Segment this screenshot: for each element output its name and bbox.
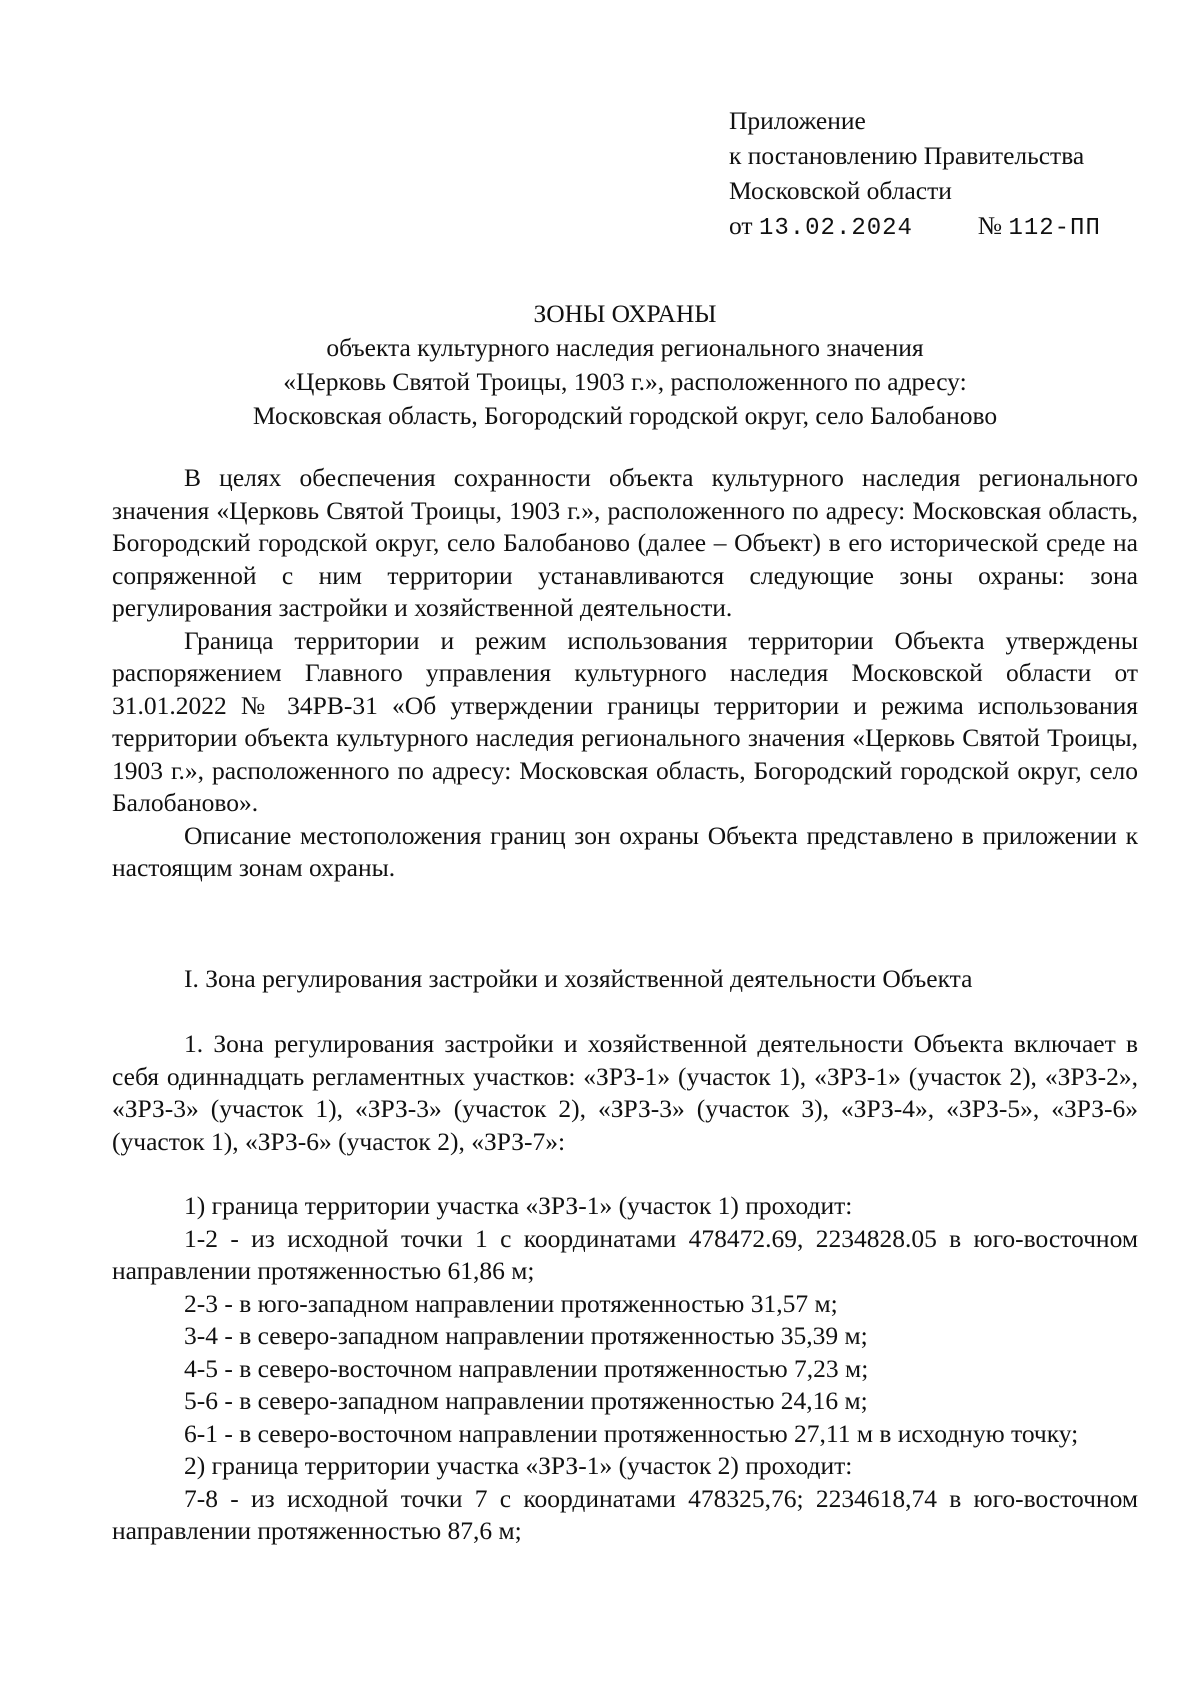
resolution-date: 13.02.2024 [758,215,913,242]
section-1-text [112,1028,1138,1158]
appendix-line-1: Приложение [729,106,866,135]
title-line-1: ЗОНЫ ОХРАНЫ [533,299,717,328]
title-line-4: Московская область, Богородский городской округ, село Балобаново [252,401,998,430]
boundary-item: 5-6 - в северо-западном направлении протяженностью 24,16 м; [184,1386,868,1415]
boundary-item: 3-4 - в северо-западном направлении протяженностью 35,39 м; [184,1321,868,1350]
number-prefix: № [977,211,1003,240]
boundary-item: 2-3 - в юго-западном направлении протяженностью 31,57 м; [184,1288,838,1318]
boundary-item: 1) граница территории участка «ЗРЗ-1» (участок 1) проходит: [184,1191,853,1220]
title-line-3: «Церковь Святой Троицы, 1903 г.», расположенного по адресу: [283,367,967,396]
intro-text [112,462,1138,885]
intro-paragraph-3: Описание местоположения границ зон охраны Объекта представлено в приложении к настоящим зонам охраны. [112,820,1138,882]
boundary-item: 4-5 - в северо-восточном направлении протяженностью 7,23 м; [184,1353,869,1383]
title-line-2: объекта культурного наследия регионального значения [326,333,924,362]
appendix-line-3: Московской области [729,176,952,205]
boundary-description [112,1190,1138,1548]
boundary-item: 7-8 - из исходной точки 7 с координатами 478325,76; 2234618,74 в юго-восточном направлении протяженностью 87,6 м; [112,1483,1138,1545]
section-1-title: I. Зона регулирования застройки и хозяйственной деятельности Объекта [184,964,973,993]
appendix-date-line [729,208,1101,246]
section-1-paragraph-1: 1. Зона регулирования застройки и хозяйственной деятельности Объекта включает в себя одиннадцать регламентных участков: «ЗРЗ-1» (участок 1), «ЗРЗ-1» (участок 2), «ЗРЗ-2», «ЗРЗ-3» (участок 1), «ЗРЗ-3» (участок 2), «ЗРЗ-3» (участок 3), «ЗРЗ-4», «ЗРЗ-5», «ЗРЗ-6» (участок 1), «ЗРЗ-6» (участок 2), «ЗРЗ-7»: [112,1029,1138,1156]
intro-paragraph-1: В целях обеспечения сохранности объекта культурного наследия регионального значения «Церковь Святой Троицы, 1903 г.», расположенного по адресу: Московская область, Богородский городской округ, село Балобаново (далее – Объект) в его исторической среде на сопряженной с ним территории устанавливаются следующие зоны охраны: зона регулирования застройки и хозяйственной деятельности. [112,463,1138,622]
boundary-item: 2) граница территории участка «ЗРЗ-1» (участок 2) проходит: [184,1451,853,1480]
appendix-line-2: к постановлению Правительства [729,141,1085,170]
intro-paragraph-2: Граница территории и режим использования территории Объекта утверждены распоряжением Главного управления культурного наследия Московской области от 31.01.2022 № 34РВ-31 «Об утверждении границы территории и режима использования территории объекта культурного наследия регионального значения «Церковь Святой Троицы, 1903 г.», расположенного по адресу: Московская область, Богородский городской округ, село Балобаново». [112,625,1138,817]
document-title [110,297,1140,433]
boundary-item: 6-1 - в северо-восточном направлении протяженностью 27,11 м в исходную точку; [184,1418,1079,1448]
resolution-number: 112-ПП [1008,215,1101,242]
boundary-item: 1-2 - из исходной точки 1 с координатами 478472.69, 2234828.05 в юго-восточном направлении протяженностью 61,86 м; [112,1223,1138,1285]
appendix-header [729,103,1101,246]
date-prefix: от [729,211,753,240]
